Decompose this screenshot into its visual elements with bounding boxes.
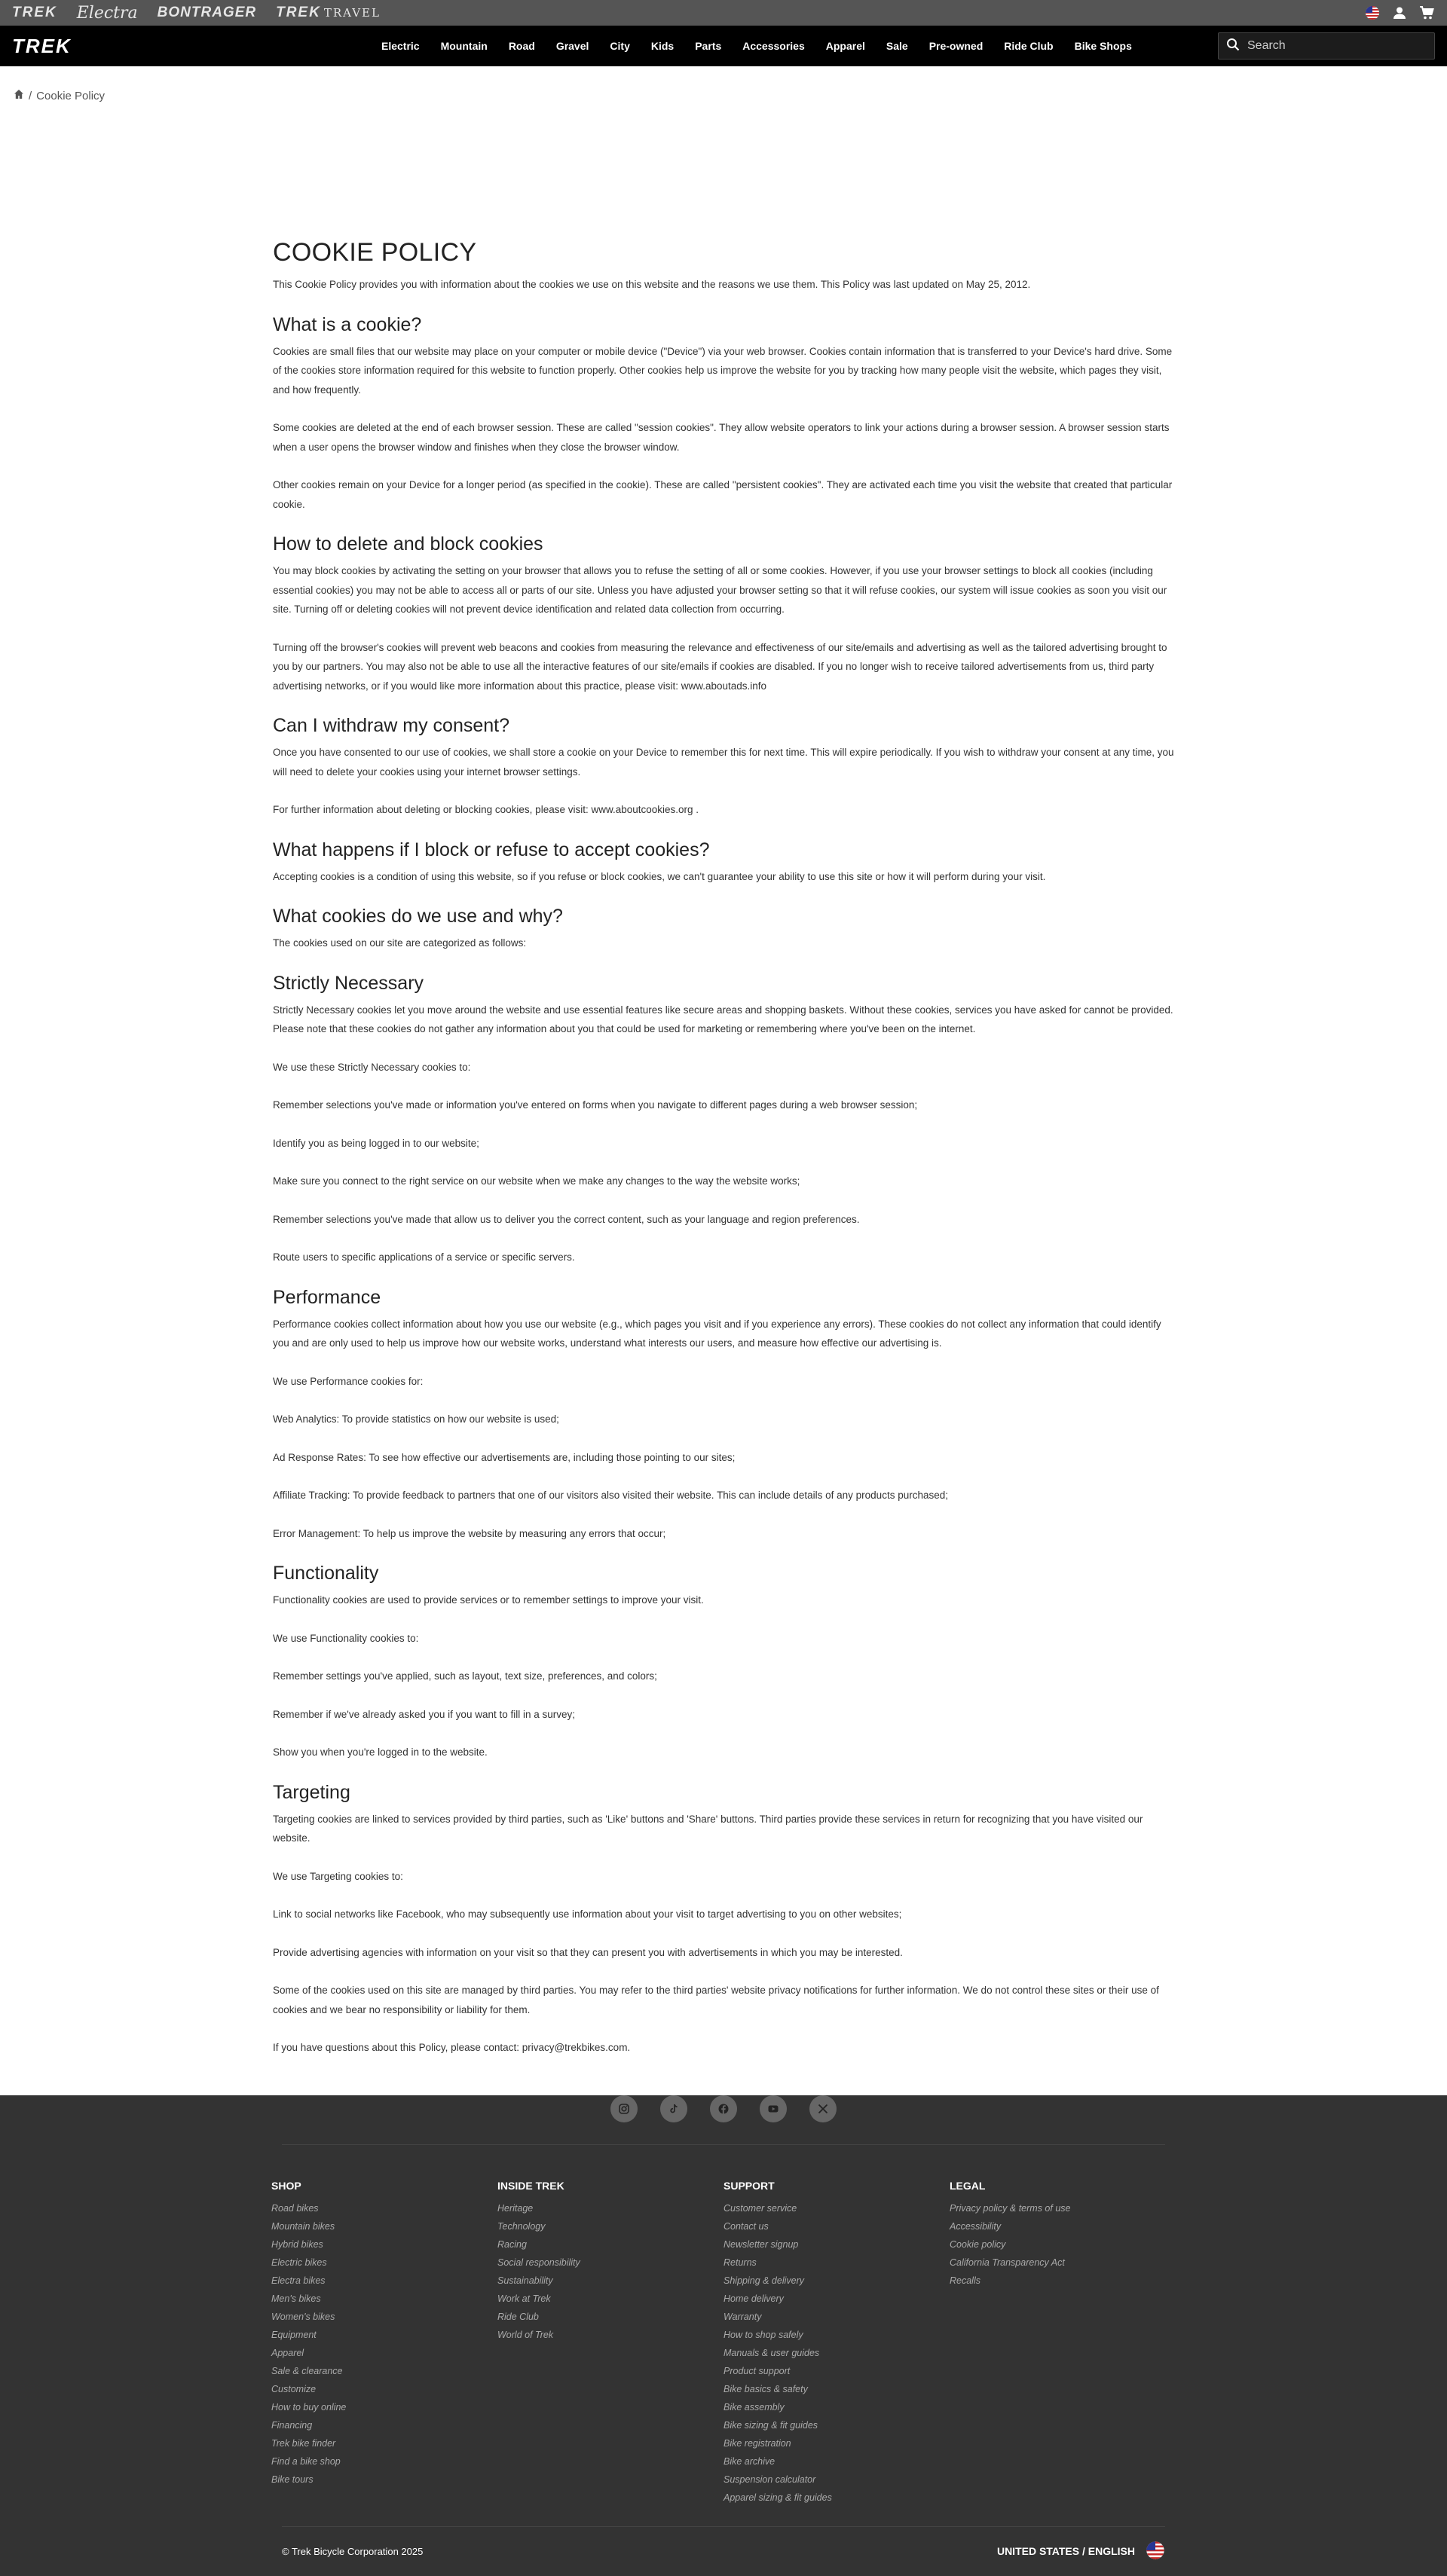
youtube-icon[interactable] [760,2095,787,2122]
footer-column-title: INSIDE TREK [497,2179,564,2192]
footer-link[interactable]: Customer service [724,2202,797,2214]
paragraph: We use Performance cookies for: [273,1375,424,1387]
section-title-withdraw-consent: Can I withdraw my consent? [273,715,510,736]
footer-link[interactable]: Electra bikes [271,2275,326,2286]
footer-link[interactable]: Racing [497,2238,527,2250]
paragraph: Functionality cookies are used to provide services or to remember settings to improve your visit. [273,1594,704,1606]
nav-parts[interactable]: Parts [695,40,722,52]
footer-link[interactable]: Suspension calculator [724,2474,816,2485]
us-flag-icon[interactable] [1364,5,1381,21]
footer-column-title: LEGAL [950,2179,986,2192]
footer-link[interactable]: California Transparency Act [950,2257,1065,2268]
footer-link[interactable]: Hybrid bikes [271,2238,323,2250]
site-footer [0,2095,1447,2576]
instagram-icon[interactable] [610,2095,638,2122]
footer-column-shop [271,2180,497,2507]
footer-link[interactable]: World of Trek [497,2329,554,2340]
nav-links [381,26,1132,66]
brand-list [12,4,381,23]
breadcrumb [0,66,1447,108]
search-box[interactable] [1218,32,1435,60]
tiktok-icon[interactable] [660,2095,687,2122]
brand-trek-travel[interactable] [276,5,381,21]
paragraph: Some of the cookies used on this site are managed by third parties. You may refer to the third parties' website privacy notifications for further information. We do not control these sites or their use of cookies and we bear no responsibility or liability for them. [273,1985,1159,2015]
footer-bottom [0,2526,1447,2576]
nav-pre-owned[interactable]: Pre-owned [928,40,984,52]
brand-trek-travel-travel: TRAVEL [323,6,381,20]
paragraph: Identify you as being logged in to our website; [273,1137,479,1149]
footer-column-title: SHOP [271,2179,301,2192]
paragraph: Web Analytics: To provide statistics on how our website is used; [273,1413,559,1425]
footer-link[interactable]: How to buy online [271,2401,347,2413]
footer-link[interactable]: Shipping & delivery [724,2275,805,2286]
paragraph: For further information about deleting or blocking cookies, please visit: www.aboutcookies.org . [273,804,699,815]
footer-link[interactable]: Cookie policy [950,2238,1006,2250]
footer-link[interactable]: Work at Trek [497,2293,551,2304]
policy-content [273,108,1174,2058]
footer-link[interactable]: Bike basics & safety [724,2383,808,2394]
paragraph: Some cookies are deleted at the end of each browser session. These are called "session cookies". They allow website operators to link your actions during a browser session. A browser session starts when a user opens the browser window and finishes when they close the browser window. [273,422,1170,453]
footer-link[interactable]: Apparel sizing & fit guides [724,2492,832,2503]
nav-city[interactable]: City [610,40,630,52]
social-links [282,2095,1165,2145]
footer-link[interactable]: Bike sizing & fit guides [724,2419,818,2431]
section-title-strictly-necessary: Strictly Necessary [273,972,424,994]
search-icon[interactable] [1226,38,1240,55]
footer-link[interactable]: Road bikes [271,2202,319,2214]
copyright: © Trek Bicycle Corporation 2025 [282,2545,424,2557]
footer-column-legal [950,2180,1176,2507]
breadcrumb-current: Cookie Policy [36,89,106,102]
paragraph: Ad Response Rates: To see how effective our advertisements are, including those pointing to our sites; [273,1451,736,1463]
footer-link[interactable]: Sustainability [497,2275,553,2286]
home-icon[interactable] [14,89,24,102]
nav-sale[interactable]: Sale [886,40,908,52]
section-title-what-is-cookie: What is a cookie? [273,313,422,335]
paragraph: We use Targeting cookies to: [273,1870,403,1882]
paragraph: Remember settings you've applied, such as layout, text size, preferences, and colors; [273,1670,657,1682]
breadcrumb-separator: / [29,89,32,102]
nav-electric[interactable]: Electric [381,40,420,52]
paragraph: Error Management: To help us improve the website by measuring any errors that occur; [273,1527,666,1539]
footer-link[interactable]: Find a bike shop [271,2455,341,2467]
footer-link[interactable]: Sale & clearance [271,2365,343,2376]
footer-link[interactable]: Bike registration [724,2437,791,2449]
paragraph: Performance cookies collect information about how you use our website (e.g., which pages you visit and if you experience any errors). These cookies do not collect any information that could identify you and are only used to help us improve how our website works, understand what interests our users, and measure how effective our advertising is. [273,1318,1161,1349]
footer-link[interactable]: Customize [271,2383,317,2394]
footer-link[interactable]: Men's bikes [271,2293,321,2304]
nav-road[interactable]: Road [508,40,535,52]
footer-column-title: SUPPORT [724,2179,775,2192]
footer-link[interactable]: Newsletter signup [724,2238,799,2250]
footer-link[interactable]: Accessibility [950,2220,1002,2232]
paragraph: Cookies are small files that our website may place on your computer or mobile device ("Device") via your web browser. Cookies contain information that is transferred to your Device's hard drive. Some of the cookies store information required for this website to function properly. Other cookies help us improve the website for you by tracking how many people visit the website, which pages they visit, and how frequently. [273,345,1173,396]
paragraph: Show you when you're logged in to the website. [273,1746,488,1758]
footer-link[interactable]: Ride Club [497,2311,539,2322]
main-navigation [0,26,1447,66]
paragraph: Remember selections you've made or information you've entered on forms when you navigate to different pages during a web browser session; [273,1099,918,1111]
footer-link[interactable]: Manuals & user guides [724,2347,820,2358]
utility-icons [1364,5,1435,21]
footer-column-inside-trek [497,2180,724,2507]
paragraph: Other cookies remain on your Device for a longer period (as specified in the cookie). These are called "persistent cookies". They are activated each time you visit the website that created that particular cookie. [273,479,1173,510]
paragraph: If you have questions about this Policy, please contact: privacy@trekbikes.com. [273,2042,631,2053]
paragraph: Make sure you connect to the right service on our website when we make any changes to the way the website works; [273,1175,800,1187]
section-title-functionality: Functionality [273,1563,379,1584]
paragraph: Targeting cookies are linked to services provided by third parties, such as 'Like' buttons and 'Share' buttons. Third parties provide these services in return for recognizing that you have visited our website. [273,1813,1143,1844]
footer-link[interactable]: Bike archive [724,2455,776,2467]
nav-mountain[interactable]: Mountain [440,40,488,52]
footer-link[interactable]: Trek bike finder [271,2437,336,2449]
facebook-icon[interactable] [710,2095,737,2122]
footer-link[interactable]: How to shop safely [724,2329,803,2340]
footer-link[interactable]: Bike tours [271,2474,314,2485]
paragraph: Provide advertising agencies with information on your visit so that they can present you with advertisements in which you may be interested. [273,1946,903,1958]
footer-link[interactable]: Financing [271,2419,313,2431]
footer-link[interactable]: Home delivery [724,2293,784,2304]
account-icon[interactable] [1391,5,1408,21]
section-title-performance: Performance [273,1286,381,1308]
paragraph: Remember selections you've made that allow us to deliver you the correct content, such as your language and region preferences. [273,1213,860,1225]
footer-columns [271,2145,1176,2507]
paragraph: Remember if we've already asked you if you want to fill in a survey; [273,1708,576,1720]
footer-link[interactable]: Recalls [950,2275,980,2286]
footer-link[interactable]: Product support [724,2365,791,2376]
brand-bontrager[interactable]: BONTRAGER [157,5,257,20]
nav-kids[interactable]: Kids [650,40,675,52]
x-icon[interactable] [809,2095,837,2122]
brand-trek-travel-trek: TREK [276,5,321,20]
paragraph: We use Functionality cookies to: [273,1632,419,1644]
search-input[interactable] [1247,39,1421,53]
locale-label: UNITED STATES / ENGLISH [996,2545,1135,2557]
brand-trek[interactable]: TREK [12,5,57,20]
section-title-block-refuse: What happens if I block or refuse to accept cookies? [273,839,710,860]
footer-link[interactable]: Contact us [724,2220,769,2232]
section-title-targeting: Targeting [273,1781,350,1803]
paragraph: Route users to specific applications of a service or specific servers. [273,1251,575,1263]
footer-link[interactable]: Equipment [271,2329,317,2340]
paragraph: Link to social networks like Facebook, who may subsequently use information about your visit to target advertising to you on other websites; [273,1908,902,1920]
footer-link[interactable]: Returns [724,2257,757,2268]
footer-link[interactable]: Electric bikes [271,2257,327,2268]
footer-link[interactable]: Technology [497,2220,546,2232]
cart-icon[interactable] [1418,5,1435,21]
section-title-delete-block: How to delete and block cookies [273,533,543,555]
page-title: COOKIE POLICY [273,238,477,267]
paragraph: Affiliate Tracking: To provide feedback to partners that one of our visitors also visited their website. This can include details of any products purchased; [273,1490,948,1501]
footer-link[interactable]: Women's bikes [271,2311,335,2322]
paragraph: Accepting cookies is a condition of using this website, so if you refuse or block cookies, we can't guarantee your ability to use this site or how it will perform during your visit. [273,870,1046,882]
brand-electra[interactable]: Electra [76,3,138,23]
intro-text: This Cookie Policy provides you with information about the cookies we use on this website and the reasons we use them. This Policy was last updated on May 25, 2012. [273,279,1031,290]
brand-bar [0,0,1447,26]
nav-accessories[interactable]: Accessories [742,40,805,52]
paragraph: You may block cookies by activating the setting on your browser that allows you to refuse the setting of all or some cookies. However, if you use your browser settings to block all cookies (including essential cookies) you may not be able to access all or parts of our site. Unless you have adjusted your browser setting so that it will refuse cookies, our system will issue cookies as soon you visit our site. Turning off or deleting cookies will not prevent device identification and related data collection from occurring. [273,565,1167,615]
footer-link[interactable]: Privacy policy & terms of use [950,2202,1071,2214]
footer-link[interactable]: Bike assembly [724,2401,785,2413]
locale-selector[interactable] [997,2541,1165,2562]
footer-column-support [724,2180,950,2507]
paragraph: Once you have consented to our use of cookies, we shall store a cookie on your Device to remember this for next time. This will expire periodically. If you wish to withdraw your consent at any time, you will need to delete your cookies using your internet browser settings. [273,747,1174,778]
paragraph: The cookies used on our site are categorized as follows: [273,937,527,949]
nav-bike-shops[interactable]: Bike Shops [1074,40,1132,52]
footer-link[interactable]: Apparel [271,2347,304,2358]
us-flag-icon [1146,2541,1165,2562]
footer-link[interactable]: Heritage [497,2202,534,2214]
footer-link[interactable]: Warranty [724,2311,762,2322]
paragraph: We use these Strictly Necessary cookies to: [273,1061,471,1073]
nav-gravel[interactable]: Gravel [555,40,589,52]
nav-ride-club[interactable]: Ride Club [1004,40,1054,52]
nav-apparel[interactable]: Apparel [825,40,865,52]
footer-link[interactable]: Mountain bikes [271,2220,335,2232]
trek-logo[interactable]: TREK [12,34,72,57]
footer-link[interactable]: Social responsibility [497,2257,580,2268]
paragraph: Strictly Necessary cookies let you move around the website and use essential features like secure areas and shopping baskets. Without these cookies, services you have asked for cannot be provided. Please note that these cookies do not gather any information about you that could be used for marketing or remembering where you've been on the internet. [273,1004,1173,1034]
section-title-what-cookies: What cookies do we use and why? [273,906,563,927]
paragraph: Turning off the browser's cookies will prevent web beacons and cookies from measuring the relevance and effectiveness of our site/emails and advertising as well as the tailored advertising brought to you by our partners. You may also not be able to use all the interactive features of our site/emails if cookies are disabled. If you no longer wish to receive tailored advertisements from us, third party advertising networks, or if you would like more information about this practice, please visit: www.aboutads.info [273,641,1167,692]
